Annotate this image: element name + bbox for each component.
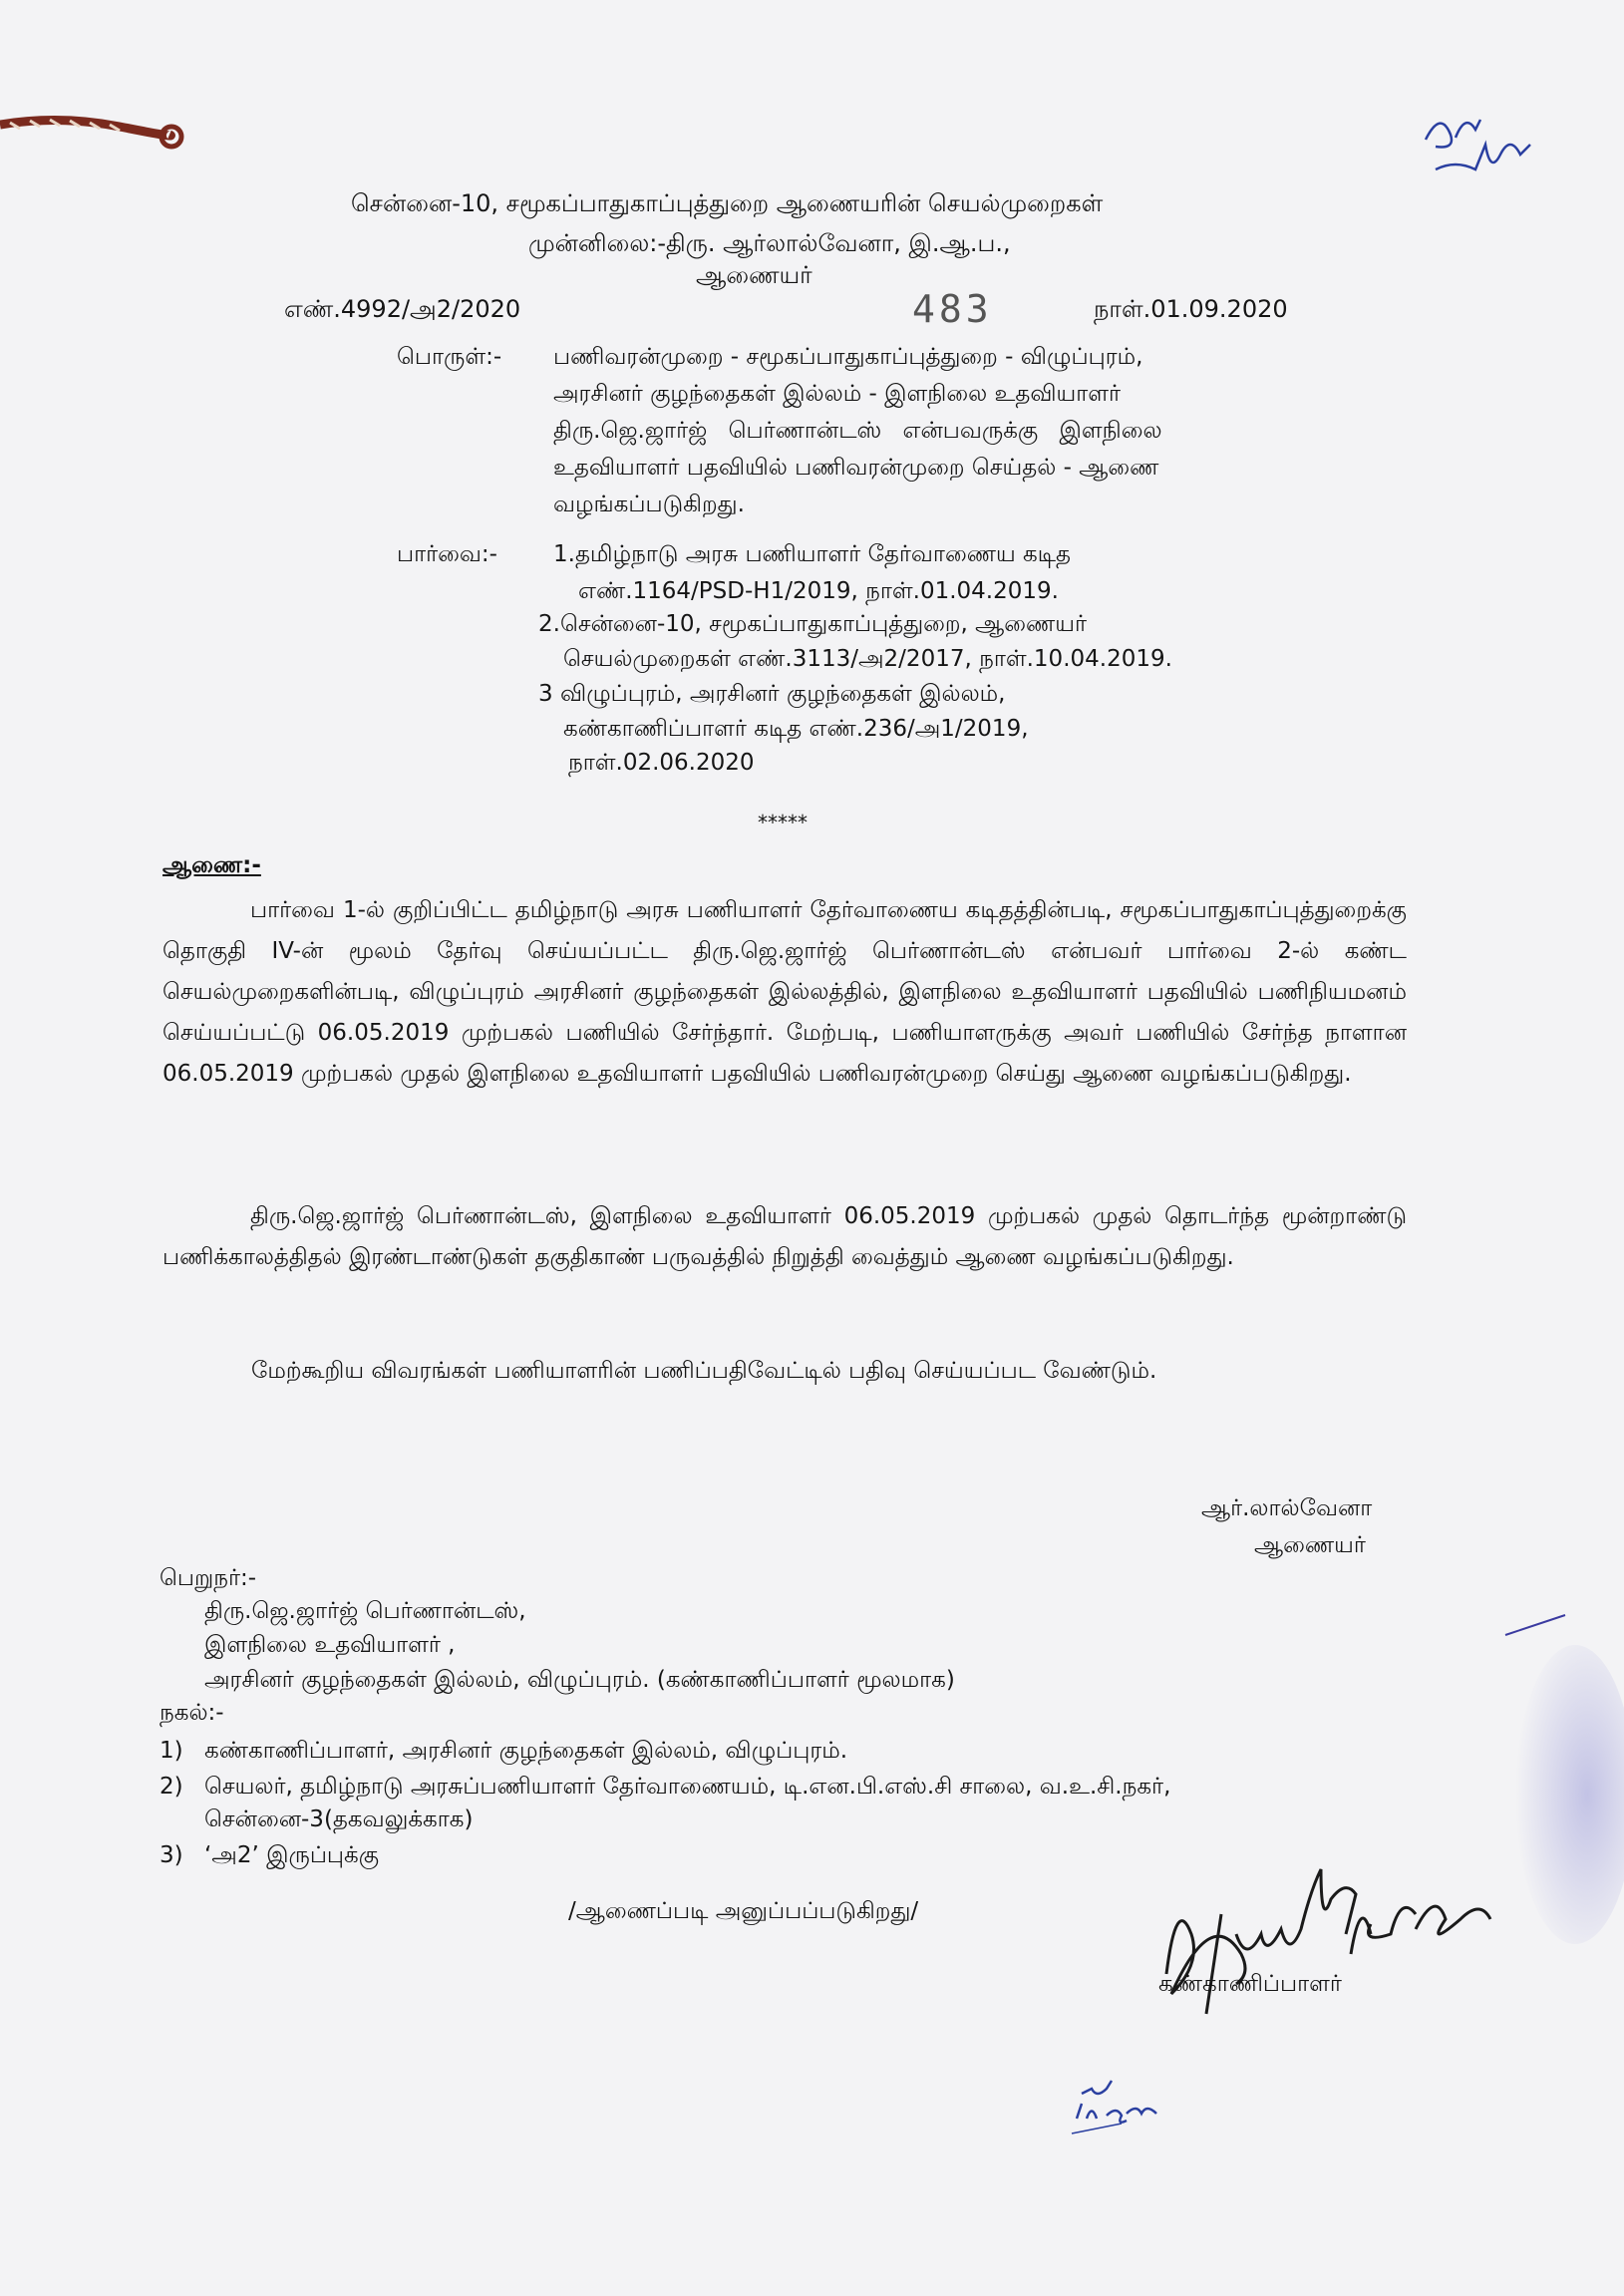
header-line-1: சென்னை-10, சமூகப்பாதுகாப்புத்துறை ஆணையரின் செயல்முறைகள் <box>351 189 1104 217</box>
header-line-2: முன்னிலை:-திரு. ஆர்லால்வேனா, இ.ஆ.ப., <box>528 229 1011 257</box>
order-paragraph-3: மேற்கூறிய விவரங்கள் பணியாளரின் பணிப்பதிவேட்டில் பதிவு செய்யப்பட வேண்டும். <box>251 1358 1157 1384</box>
handwritten-date-note <box>1062 2074 1171 2153</box>
reference-line: எண்.1164/PSD-H1/2019, நாள்.01.04.2019. <box>578 578 1059 604</box>
handwritten-initials-top <box>1416 100 1555 189</box>
subject-line: அரசினர் குழந்தைகள் இல்லம் - இளநிலை உதவியாளர் <box>553 381 1122 407</box>
reference-line: 1.தமிழ்நாடு அரசு பணியாளர் தேர்வாணைய கடித <box>553 541 1072 567</box>
reference-label: பார்வை:- <box>397 541 497 567</box>
copy-item-text: ‘அ2’ இருப்புக்கு <box>204 1842 380 1868</box>
copy-item-text: செயலர், தமிழ்நாடு அரசுப்பணியாளர் தேர்வாணையம், டி.என.பி.எஸ்.சி சாலை, வ.உ.சி.நகர், <box>204 1774 1171 1800</box>
subject-line: திரு.ஜெ.ஜார்ஜ் பெர்ணான்டஸ் என்பவருக்கு இளநிலை <box>553 418 1162 444</box>
subject-line: உதவியாளர் பதவியில் பணிவரன்முறை செய்தல் - ஆணை <box>553 455 1159 481</box>
signatory-name: ஆர்.லால்வேனா <box>1201 1495 1373 1521</box>
superintendent-title: கண்காணிப்பாளர் <box>1158 1971 1342 1997</box>
inward-stamp-number: 483 <box>912 287 993 331</box>
order-paragraph-1: பார்வை 1-ல் குறிப்பிட்ட தமிழ்நாடு அரசு பணியாளர் தேர்வாணைய கடிதத்தின்படி, சமூகப்பாதுகாப்புத்துறைக்கு தொகுதி IV-ன் மூலம் தேர்வு செய்யப்பட்ட திரு.ஜெ.ஜார்ஜ் பெர்ணான்டஸ் என்பவர் பார்வை 2-ல் கண்ட செயல்முறைகளின்படி, விழுப்புரம் அரசினர் குழந்தைகள் இல்லத்தில், இளநிலை உதவியாளர் பதவியில் பணிநியமனம் செய்யப்பட்டு 06.05.2019 முற்பகல் பணியில் சேர்ந்தார். மேற்படி, பணியாளருக்கு அவர் பணியில் சேர்ந்த நாளான 06.05.2019 முற்பகல் முதல் இளநிலை உதவியாளர் பதவியில் பணிவரன்முறை செய்து ஆணை வழங்கப்படுகிறது. <box>162 897 1407 1087</box>
copy-item-text: கண்காணிப்பாளர், அரசினர் குழந்தைகள் இல்லம், விழுப்புரம். <box>204 1738 848 1764</box>
recipient-line: அரசினர் குழந்தைகள் இல்லம், விழுப்புரம். (கண்காணிப்பாளர் மூலமாக) <box>204 1667 955 1693</box>
reference-line: நாள்.02.06.2020 <box>568 750 755 776</box>
forwarded-line: /ஆணைப்படி அனுப்பப்படுகிறது/ <box>568 1898 919 1924</box>
reference-number: எண்.4992/அ2/2020 <box>284 295 521 323</box>
recipient-line: திரு.ஜெ.ஜார்ஜ் பெர்ணான்டஸ், <box>204 1598 526 1624</box>
reference-line: 3 விழுப்புரம், அரசினர் குழந்தைகள் இல்லம், <box>538 681 1006 707</box>
recipient-line: இளநிலை உதவியாளர் , <box>204 1632 456 1658</box>
subject-line: வழங்கப்படுகிறது. <box>553 492 745 517</box>
recipient-label: பெறுநர்:- <box>160 1565 257 1591</box>
copy-item-number: 1) <box>160 1738 183 1764</box>
subject-line: பணிவரன்முறை - சமூகப்பாதுகாப்புத்துறை - விழுப்புரம், <box>553 344 1143 370</box>
copy-item-number: 3) <box>160 1842 183 1868</box>
copy-label: நகல்:- <box>160 1700 224 1726</box>
separator-stars: ***** <box>758 811 808 834</box>
header-line-3: ஆணையர் <box>696 261 812 289</box>
reference-line: 2.சென்னை-10, சமூகப்பாதுகாப்புத்துறை, ஆணையர் <box>538 611 1088 637</box>
order-heading: ஆணை:- <box>162 852 261 878</box>
ink-smudge <box>1485 1595 1624 1954</box>
reference-line: கண்காணிப்பாளர் கடித எண்.236/அ1/2019, <box>563 716 1029 742</box>
thread-mark <box>0 95 199 164</box>
order-date: நாள்.01.09.2020 <box>1094 295 1288 323</box>
subject-label: பொருள்:- <box>397 344 502 370</box>
signatory-title: ஆணையர் <box>1254 1532 1366 1558</box>
reference-line: செயல்முறைகள் எண்.3113/அ2/2017, நாள்.10.04.2019. <box>563 646 1172 672</box>
copy-item-number: 2) <box>160 1774 183 1800</box>
copy-item-text-cont: சென்னை-3(தகவலுக்காக) <box>204 1806 474 1832</box>
order-paragraph-2: திரு.ஜெ.ஜார்ஜ் பெர்ணான்டஸ், இளநிலை உதவியாளர் 06.05.2019 முற்பகல் முதல் தொடர்ந்த மூன்றாண்டு பணிக்காலத்திதல் இரண்டாண்டுகள் தகுதிகாண் பருவத்தில் நிறுத்தி வைத்தும் ஆணை வழங்கப்படுகிறது. <box>162 1203 1407 1270</box>
